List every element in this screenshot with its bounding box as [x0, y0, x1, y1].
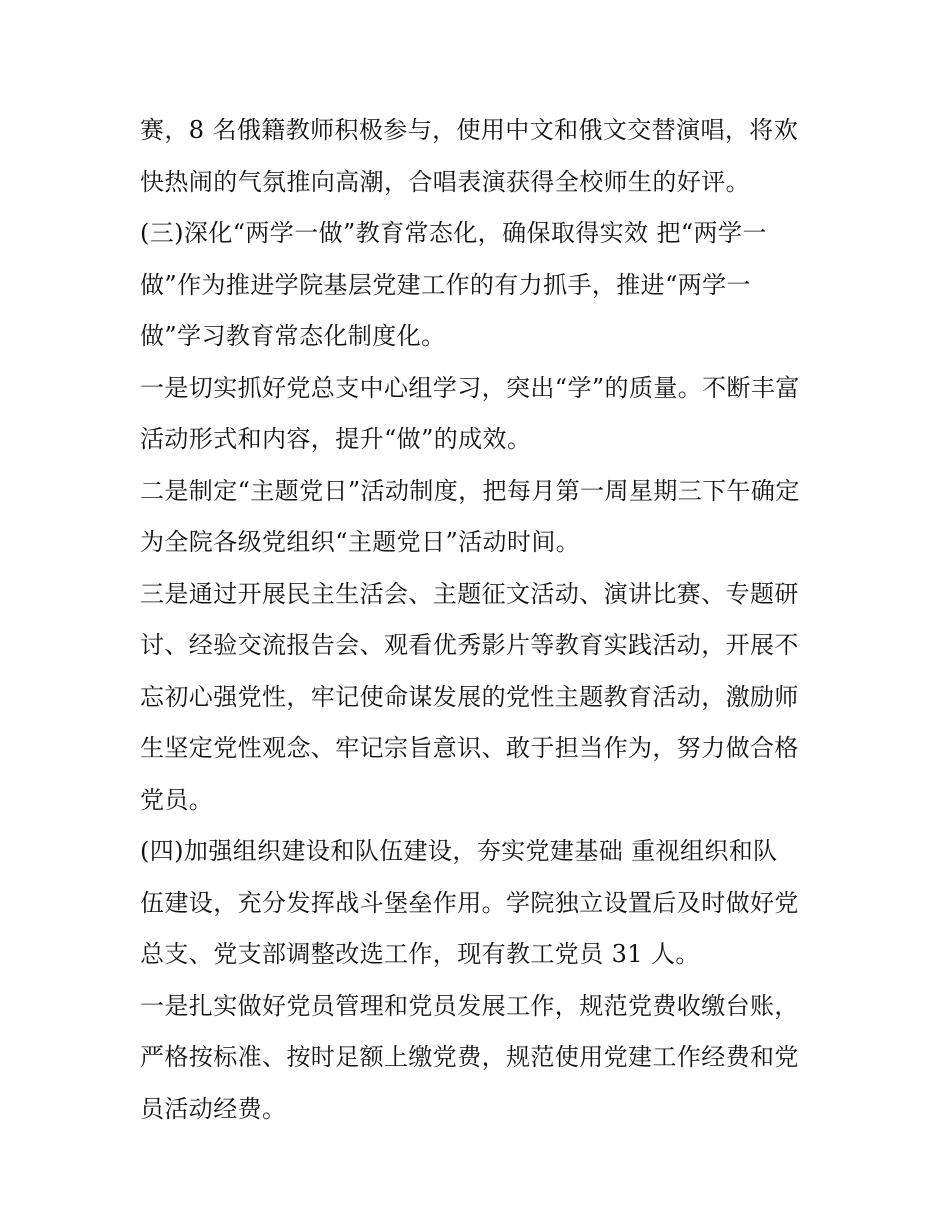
section-heading-line: (三)深化“两学一做”教育常态化，确保取得实效 把“两学一 [140, 219, 767, 247]
text-line: 一是扎实做好党员管理和党员发展工作，规范党费收缴台账， [140, 991, 799, 1020]
text-line: 为全院各级党组织“主题党日”活动时间。 [140, 528, 581, 556]
text-line: 做”学习教育常态化制度化。 [140, 322, 446, 350]
text-line: 生坚定党性观念、牢记宗旨意识、敢于担当作为，努力做合格 [140, 734, 799, 762]
section-heading-line: (四)加强组织建设和队伍建设，夯实党建基础 重视组织和队 [140, 837, 778, 865]
text-line: 员活动经费。 [140, 1094, 287, 1123]
text-line: 二是制定“主题党日”活动制度，把每月第一周星期三下午确定 [140, 476, 800, 505]
text-line: 活动形式和内容，提升“做”的成效。 [140, 425, 532, 453]
text-line: 三是通过开展民主生活会、主题征文活动、演讲比赛、专题研 [140, 579, 799, 608]
text-line: 伍建设，充分发挥战斗堡垒作用。学院独立设置后及时做好党 [140, 888, 799, 917]
text-line: 总支、党支部调整改选工作，现有教工党员 31 人。 [140, 940, 700, 968]
text-line: 做”作为推进学院基层党建工作的有力抓手，推进“两学一 [140, 270, 751, 299]
text-line: 快热闹的气氛推向高潮，合唱表演获得全校师生的好评。 [140, 167, 750, 196]
text-line: 忘初心强党性，牢记使命谋发展的党性主题教育活动，激励师 [140, 682, 799, 711]
text-line: 严格按标准、按时足额上缴党费，规范使用党建工作经费和党 [140, 1043, 799, 1071]
text-line: 赛，8 名俄籍教师积极参与，使用中文和俄文交替演唱，将欢 [140, 116, 799, 144]
document-body [140, 105, 820, 1135]
text-line: 一是切实抓好党总支中心组学习，突出“学”的质量。不断丰富 [140, 373, 800, 402]
text-line: 讨、经验交流报告会、观看优秀影片等教育实践活动，开展不 [140, 631, 799, 659]
text-line: 党员。 [140, 785, 214, 814]
